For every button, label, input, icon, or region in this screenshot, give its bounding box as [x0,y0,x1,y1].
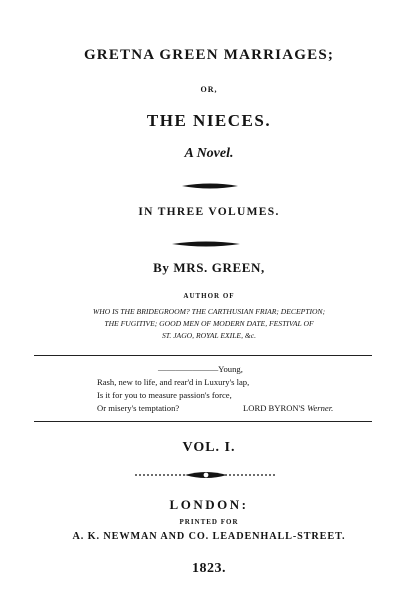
works-line-1: WHO IS THE BRIDEGROOM? THE CARTHUSIAN FRIAR; DECEPTION; [92,307,326,316]
author-of-label: AUTHOR OF [183,292,235,300]
epigraph-attribution-author: LORD BYRON'S [243,403,305,413]
epigraph-attribution-work: Werner. [307,403,334,413]
works-line-2: THE FUGITIVE; GOOD MEN OF MODERN DATE, FESTIVAL OF [104,319,314,328]
works-line-3: ST. JAGO, ROYAL EXILE, &c. [161,331,257,340]
volumes-line: IN THREE VOLUMES. [138,206,280,218]
epigraph-attribution [243,403,333,413]
epigraph-rule-top [34,355,372,356]
epigraph-line-1: ———————Young, [158,364,243,374]
byline: By MRS. GREEN, [153,260,265,275]
title-line-1: GRETNA GREEN MARRIAGES; [83,47,335,63]
year: 1823. [192,561,226,576]
epigraph-rule-bottom [34,421,372,422]
place: LONDON: [169,497,249,512]
title-line-2: THE NIECES. [146,111,272,130]
ornament-rule-3 [133,469,279,481]
publisher: A. K. NEWMAN AND CO. LEADENHALL-STREET. [72,531,346,542]
genre-line: A Novel. [184,146,234,161]
volume-number: VOL. I. [182,440,236,455]
or-line: OR, [200,85,218,94]
epigraph-line-4: Or misery's temptation? [97,403,180,413]
epigraph-line-3: Is it for you to measure passion's force, [97,390,232,400]
printed-for-label: PRINTED FOR [179,518,239,526]
ornament-rule-2 [172,240,240,248]
epigraph-line-2: Rash, new to life, and rear'd in Luxury's lap, [97,377,250,387]
ornament-rule-1 [182,182,238,190]
